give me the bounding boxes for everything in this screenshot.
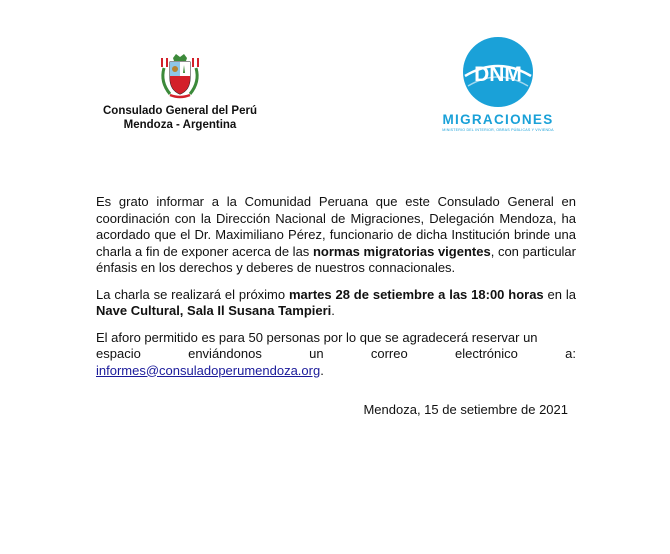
consulado-header: [96, 52, 264, 132]
p1-bold-normas: normas migratorias vigentes: [312, 243, 491, 259]
aforo-word-5: electrónico: [455, 346, 518, 361]
dnm-wordmark: MIGRACIONES: [442, 112, 554, 127]
aforo-line-3: [96, 363, 576, 380]
aforo-word-4: correo: [370, 346, 408, 361]
aforo-word-6: a:: [565, 346, 576, 361]
aforo-word-2: enviándonos: [188, 346, 262, 361]
consulado-city: Mendoza - Argentina: [123, 119, 237, 131]
p1-text-1: Es grato informar a la Comunidad Peruana que este Consulado General en coordinación con la Dirección Nacional de Migraciones, Delegación Mendoza, ha acordado que el Dr. Maximiliano Pérez, funcionario de dicha Institución brinde una charla a fin de exponer acerca de las: [96, 194, 576, 259]
p2-bold-date: martes 28 de setiembre a las 18:00 horas: [288, 286, 544, 302]
aforo-line-2: [96, 346, 576, 363]
peru-coat-of-arms-icon: [158, 52, 202, 100]
aforo-word-3: un: [309, 346, 324, 361]
dnm-tagline: MINISTERIO DEL INTERIOR, OBRAS PÚBLICAS Y VIVIENDA: [442, 128, 554, 132]
aforo-word-1: espacio: [96, 346, 141, 361]
letter-date: Mendoza, 15 de setiembre de 2021: [363, 402, 568, 417]
p2-text-1: La charla se realizará el próximo: [96, 286, 289, 302]
p2-text-3: .: [331, 303, 335, 318]
p1-text-2: , con particular énfasis en los derechos y deberes de nuestros connacionales.: [96, 243, 576, 275]
aforo-line-1: [96, 330, 576, 347]
paragraph-event: [96, 287, 576, 320]
dnm-logo: [430, 36, 566, 133]
aforo-end: .: [320, 362, 324, 378]
email-link[interactable]: informes@consuladoperumendoza.org: [96, 362, 321, 378]
p2-bold-venue: Nave Cultural, Sala Il Susana Tampieri: [96, 303, 332, 318]
paragraph-aforo: [96, 330, 576, 380]
dnm-circle-text: DNM: [474, 63, 522, 86]
p2-text-2: en la: [543, 286, 576, 302]
paragraph-intro: [96, 194, 576, 277]
dnm-circle-icon: [462, 36, 534, 108]
aforo-line-1-text: El aforo permitido es para 50 personas por lo que se agradecerá reservar un: [96, 329, 538, 345]
letter-body: [96, 194, 576, 379]
consulado-name: Consulado General del Perú: [102, 105, 257, 117]
